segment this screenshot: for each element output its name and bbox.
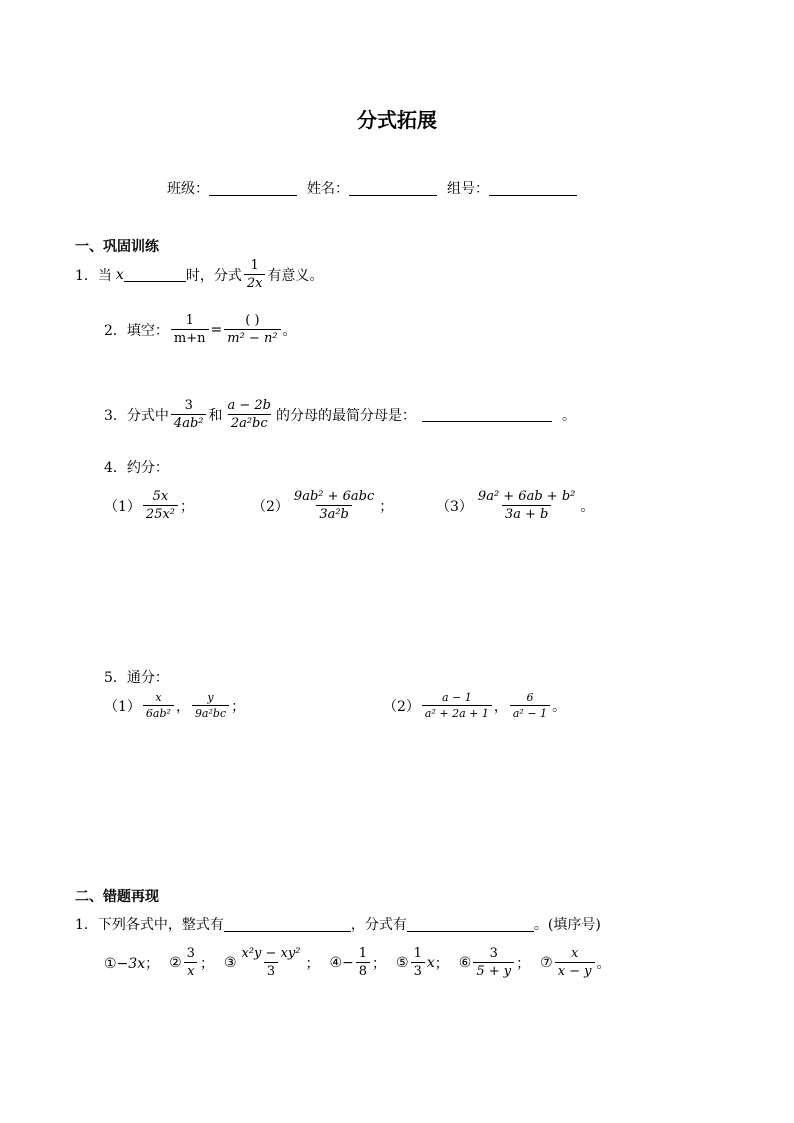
q1-fraction-den: 2x (244, 274, 266, 291)
q4-item-3-den: 3a + b (502, 505, 552, 522)
q5-item-2-fraction-1 (422, 691, 492, 720)
q5-item-2-end: 。 (552, 698, 567, 715)
q4-heading: 4．约分： (104, 460, 169, 476)
expr-4-den: 8 (356, 962, 370, 979)
expr-6-den: 5 + y (473, 962, 514, 979)
q2-left-fraction (171, 313, 209, 346)
question-1-3 (104, 398, 576, 431)
q3-answer-blank[interactable] (422, 407, 552, 422)
q3-f1-den: 4ab² (171, 414, 207, 431)
q3-fraction-1 (171, 398, 207, 431)
q2-right-den: m² − n² (224, 329, 280, 346)
q5-item-2-f2-den: a² − 1 (510, 705, 550, 720)
q3-f1-num: 3 (184, 398, 193, 413)
q5-item-2-fraction-2 (510, 691, 550, 720)
expr-3-den: 3 (264, 962, 278, 979)
q4-item-2-num: 9ab² + 6abc (293, 489, 375, 504)
expr-6-mark: ⑥ (458, 954, 472, 971)
expr-1-body: −3x (116, 955, 146, 972)
section-1-heading: 一、巩固训练 (75, 239, 159, 255)
q2-suffix: 。 (282, 322, 297, 339)
s2q1-integer-blank[interactable] (224, 917, 351, 932)
q1-prefix: 1．当 (75, 267, 112, 284)
question-2-1 (75, 914, 601, 934)
expr-4-num: 1 (358, 946, 368, 961)
q3-mid: 的分母的最简分母是： (276, 407, 416, 424)
q3-fraction-2 (224, 398, 274, 431)
q3-suffix: 。 (562, 407, 576, 424)
expr-6-fraction (473, 946, 514, 979)
q5-item-1-f1-den: 6ab² (143, 705, 174, 720)
expr-7-fraction (555, 946, 595, 979)
q5-item-1-sep: ， (175, 698, 190, 715)
q1-fraction-num: 1 (250, 258, 259, 273)
expr-1-mark: ① (104, 955, 117, 972)
q4-item-2-fraction (291, 489, 377, 522)
q2-right-num[interactable]: ( ) (245, 313, 260, 328)
expr-6-num: 3 (489, 946, 498, 961)
q1-answer-blank[interactable] (124, 267, 186, 282)
q5-item-1 (104, 691, 245, 720)
q4-item-2-den: 3a²b (316, 505, 352, 522)
s2q1-fraction-blank[interactable] (407, 917, 534, 932)
expr-7-mark: ⑦ (540, 954, 553, 971)
class-label: 班级： (167, 181, 209, 197)
q5-item-1-label: （1） (104, 698, 141, 715)
expr-4-sign: − (342, 954, 354, 971)
q5-heading: 5．通分： (104, 670, 169, 686)
q5-item-2 (383, 691, 566, 720)
q3-prefix: 3．分式中 (104, 407, 169, 424)
q5-item-2-sep: ， (493, 698, 508, 715)
q5-item-1-f1-num: x (155, 691, 162, 704)
q4-item-1-end: ； (180, 498, 195, 515)
name-label: 姓名： (307, 181, 349, 197)
q5-item-1-end: ； (231, 698, 246, 715)
expr-5-mark: ⑤ (396, 954, 409, 971)
q3-f2-den: 2a²bc (228, 414, 271, 431)
s2q1-expressions (104, 946, 611, 979)
expr-4-mark: ④ (329, 954, 343, 971)
q1-suffix: 有意义。 (267, 267, 324, 284)
q2-left-den: m+n (171, 329, 209, 346)
expr-2-mark: ② (169, 954, 182, 971)
q3-f2-num: a − 2b (227, 398, 271, 413)
q4-item-3-fraction (475, 489, 578, 522)
name-field[interactable] (349, 181, 437, 196)
expr-3-fraction (239, 946, 304, 979)
question-1-2 (104, 313, 297, 346)
expr-2-fraction (184, 946, 198, 979)
s2q1-prefix: 1．下列各式中，整式有 (75, 917, 224, 933)
q2-equals: = (210, 321, 223, 338)
expr-2-end: ； (199, 955, 214, 972)
expr-3-end: ； (305, 955, 320, 972)
q5-item-2-f1-num: a − 1 (442, 691, 472, 704)
expr-3-num: x²y − xy² (241, 946, 301, 961)
q4-item-3-label: （3） (436, 498, 473, 515)
q1-var: x (115, 266, 124, 283)
expr-7-num: x (570, 946, 579, 961)
expr-2-num: 3 (186, 946, 195, 961)
q4-item-1 (104, 489, 194, 522)
q4-item-3 (436, 489, 594, 522)
q3-conj: 和 (208, 407, 223, 424)
class-field[interactable] (209, 181, 297, 196)
q5-item-1-fraction-1 (143, 691, 174, 720)
q4-item-2 (252, 489, 393, 522)
s2q1-suffix: 。(填序号) (533, 917, 601, 933)
expr-5-end: ； (434, 955, 449, 972)
expr-1 (104, 953, 159, 973)
expr-5-den: 3 (411, 962, 425, 979)
expr-3-mark: ③ (223, 954, 237, 971)
student-info-line (167, 178, 577, 198)
q5-item-1-fraction-2 (192, 691, 229, 720)
expr-6-end: ； (516, 955, 531, 972)
q5-item-1-f2-den: 9a²bc (192, 705, 229, 720)
section-2-heading: 二、错题再现 (75, 889, 159, 905)
group-field[interactable] (489, 181, 577, 196)
expr-7-end: 。 (596, 955, 611, 972)
q4-item-1-num: 5x (152, 489, 169, 504)
q4-item-2-label: （2） (252, 498, 289, 515)
q4-item-1-den: 25x² (143, 505, 178, 522)
q4-item-3-num: 9a² + 6ab + b² (477, 489, 576, 504)
page-title: 分式拓展 (357, 108, 437, 132)
q5-item-2-label: （2） (383, 698, 420, 715)
group-label: 组号： (447, 181, 489, 197)
q1-fraction (244, 258, 266, 291)
q5-item-2-f1-den: a² + 2a + 1 (422, 705, 492, 720)
q4-item-3-end: 。 (580, 498, 595, 515)
question-1-1 (75, 258, 323, 291)
expr-7-den: x − y (555, 962, 595, 979)
expr-1-end: ； (145, 955, 160, 972)
s2q1-mid: ，分式有 (350, 917, 407, 933)
expr-4-fraction (356, 946, 370, 979)
expr-5-var: x (426, 954, 435, 971)
q2-right-fraction (224, 313, 280, 346)
expr-4-end: ； (372, 955, 387, 972)
q5-item-2-f2-num: 6 (526, 691, 534, 704)
q2-prefix: 2．填空： (104, 322, 169, 339)
expr-5-fraction (411, 946, 425, 979)
q5-item-1-f2-num: y (207, 691, 214, 704)
expr-5-num: 1 (413, 946, 422, 961)
expr-2-den: x (184, 962, 197, 979)
q4-item-1-fraction (143, 489, 178, 522)
q2-left-num: 1 (185, 313, 194, 328)
q1-mid: 时，分式 (185, 267, 242, 284)
q4-item-1-label: （1） (104, 498, 141, 515)
q4-item-2-end: ； (379, 498, 394, 515)
